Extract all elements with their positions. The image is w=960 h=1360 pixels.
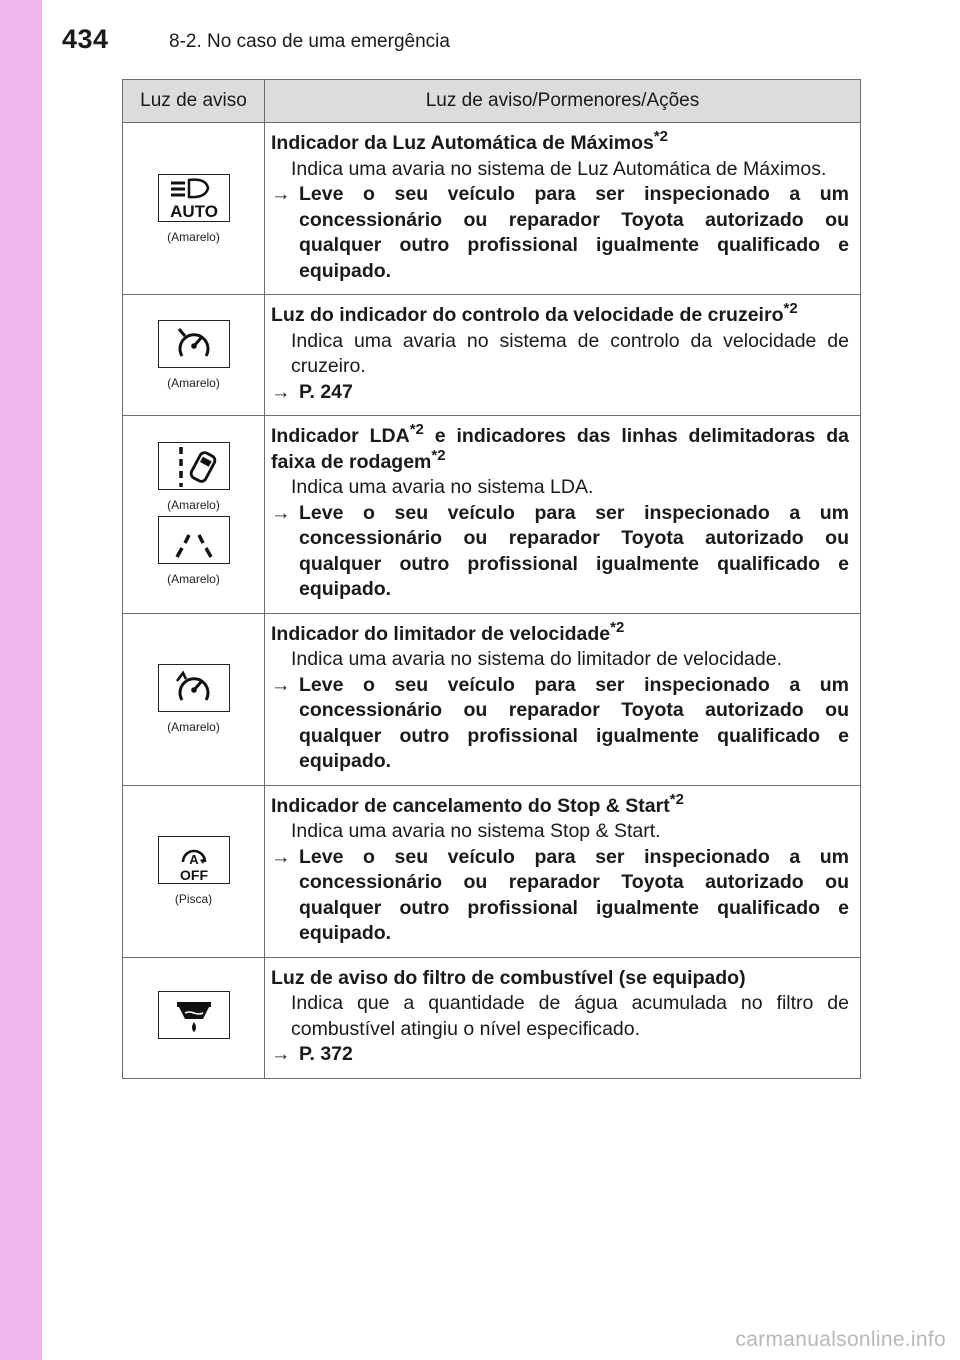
indicator-title (271, 128, 849, 157)
details-cell (265, 785, 861, 957)
table-row (123, 123, 861, 295)
indicator-title-text: Luz de aviso do filtro de combustível (se equipado) (271, 966, 746, 989)
action-text: Leve o seu veículo para ser inspecionado a um concessionário ou reparador Toyota autorizado ou qualquer outro profissional igualmente qualificado e equipado. (299, 501, 849, 600)
indicator-description: Indica que a quantidade de água acumulada no filtro de combustível atingiu o nível especificado. (291, 992, 849, 1040)
details-cell (265, 613, 861, 785)
cruise-control-icon (158, 320, 230, 368)
indicator-description: Indica uma avaria no sistema do limitador de velocidade. (291, 648, 783, 670)
indicator-icon-group (123, 836, 264, 906)
indicator-description: Indica uma avaria no sistema de Luz Automática de Máximos. (291, 157, 827, 180)
indicator-title (271, 300, 849, 329)
indicator-icon-group (123, 174, 264, 244)
action-text: Leve o seu veículo para ser inspecionado a um concessionário ou reparador Toyota autorizado ou qualquer outro profissional igualmente qualificado e equipado. (299, 183, 849, 282)
indicator-icon-group (123, 991, 264, 1044)
action-text: P. 372 (299, 1043, 353, 1065)
arrow-icon: → (271, 183, 291, 205)
indicator-action (271, 673, 849, 775)
warning-light-cell (123, 295, 265, 416)
warning-light-cell (123, 123, 265, 295)
footnote-marker: *2 (669, 790, 684, 808)
indicator-description: Indica uma avaria no sistema LDA. (291, 476, 594, 498)
indicator-title (271, 618, 849, 648)
indicator-description: Indica uma avaria no sistema Stop & Start. (291, 820, 661, 842)
svg-text:OFF: OFF (179, 867, 208, 883)
indicator-title-text: Indicador da Luz Automática de Máximos (271, 132, 654, 154)
warning-light-cell (123, 613, 265, 785)
column-header-details: Luz de aviso/Pormenores/Ações (265, 80, 861, 123)
indicator-title-text: Indicador do limitador de velocidade (271, 622, 611, 645)
indicator-title (271, 421, 849, 475)
indicator-title-text: Luz do indicador do controlo da velocidade de cruzeiro (271, 304, 784, 326)
indicator-icon-group (123, 516, 264, 586)
table-body (123, 123, 861, 1079)
auto-high-beam-icon (158, 174, 230, 222)
indicator-action (271, 1042, 849, 1068)
indicator-color-note: (Amarelo) (167, 572, 220, 587)
indicator-action (271, 380, 849, 406)
table-row (123, 785, 861, 957)
action-text: Leve o seu veículo para ser inspecionado a um concessionário ou reparador Toyota autorizado ou qualquer outro profissional igualmente qualificado e equipado. (299, 845, 849, 944)
warning-lights-table (122, 79, 861, 1079)
indicator-color-note: (Amarelo) (167, 498, 220, 513)
side-tab-bar (0, 0, 42, 1360)
indicator-color-note: (Pisca) (174, 892, 213, 906)
lane-lines-icon (158, 516, 230, 564)
table-row (123, 613, 861, 785)
details-cell (265, 295, 861, 416)
indicator-title (271, 790, 849, 820)
indicator-title-text: Indicador de cancelamento do Stop & Start (271, 794, 670, 817)
column-header-warning-light: Luz de aviso (123, 80, 265, 123)
table-header-row (123, 80, 861, 123)
footnote-marker: *2 (409, 421, 424, 438)
table-row (123, 957, 861, 1078)
footnote-marker: *2 (783, 300, 798, 317)
svg-text:AUTO: AUTO (169, 201, 218, 221)
svg-text:A: A (188, 852, 199, 867)
page-number: 434 (62, 24, 109, 54)
section-title: 8-2. No caso de uma emergência (169, 31, 450, 52)
indicator-action (271, 845, 849, 947)
details-cell (265, 957, 861, 1078)
warning-light-cell (123, 785, 265, 957)
speed-limiter-icon (158, 664, 230, 712)
action-text: P. 247 (299, 380, 353, 403)
arrow-icon: → (271, 380, 291, 403)
indicator-icon-group (123, 664, 264, 734)
warning-light-cell (123, 416, 265, 614)
indicator-title-text: Indicador LDA (271, 425, 410, 447)
arrow-icon: → (271, 1043, 291, 1065)
lane-departure-alert-icon (158, 442, 230, 490)
indicator-color-note: (Amarelo) (167, 229, 220, 244)
indicator-title-continuation: e indicadores das linhas delimitadoras da faixa de rodagem (271, 425, 849, 473)
footnote-marker: *2 (653, 128, 669, 145)
details-cell (265, 416, 861, 614)
indicator-icon-group (123, 320, 264, 390)
action-text: Leve o seu veículo para ser inspecionado a um concessionário ou reparador Toyota autorizado ou qualquer outro profissional igualmente qualificado e equipado. (299, 673, 849, 772)
stop-start-off-icon (158, 836, 230, 884)
indicator-action (271, 182, 849, 284)
arrow-icon: → (271, 673, 291, 696)
table-row (123, 295, 861, 416)
fuel-filter-icon (158, 991, 230, 1039)
warning-light-cell (123, 957, 265, 1078)
footnote-marker: *2 (610, 618, 625, 636)
indicator-title (271, 966, 849, 992)
footnote-marker: *2 (431, 446, 446, 464)
indicator-color-note: (Amarelo) (167, 720, 220, 734)
arrow-icon: → (271, 845, 291, 868)
table-row (123, 416, 861, 614)
indicator-description: Indica uma avaria no sistema de controlo da velocidade de cruzeiro. (291, 329, 849, 377)
indicator-color-note: (Amarelo) (167, 376, 220, 390)
details-cell (265, 123, 861, 295)
indicator-icon-group (123, 442, 264, 512)
arrow-icon: → (271, 501, 291, 524)
indicator-action (271, 501, 849, 603)
watermark: carmanualsonline.info (735, 1328, 946, 1351)
